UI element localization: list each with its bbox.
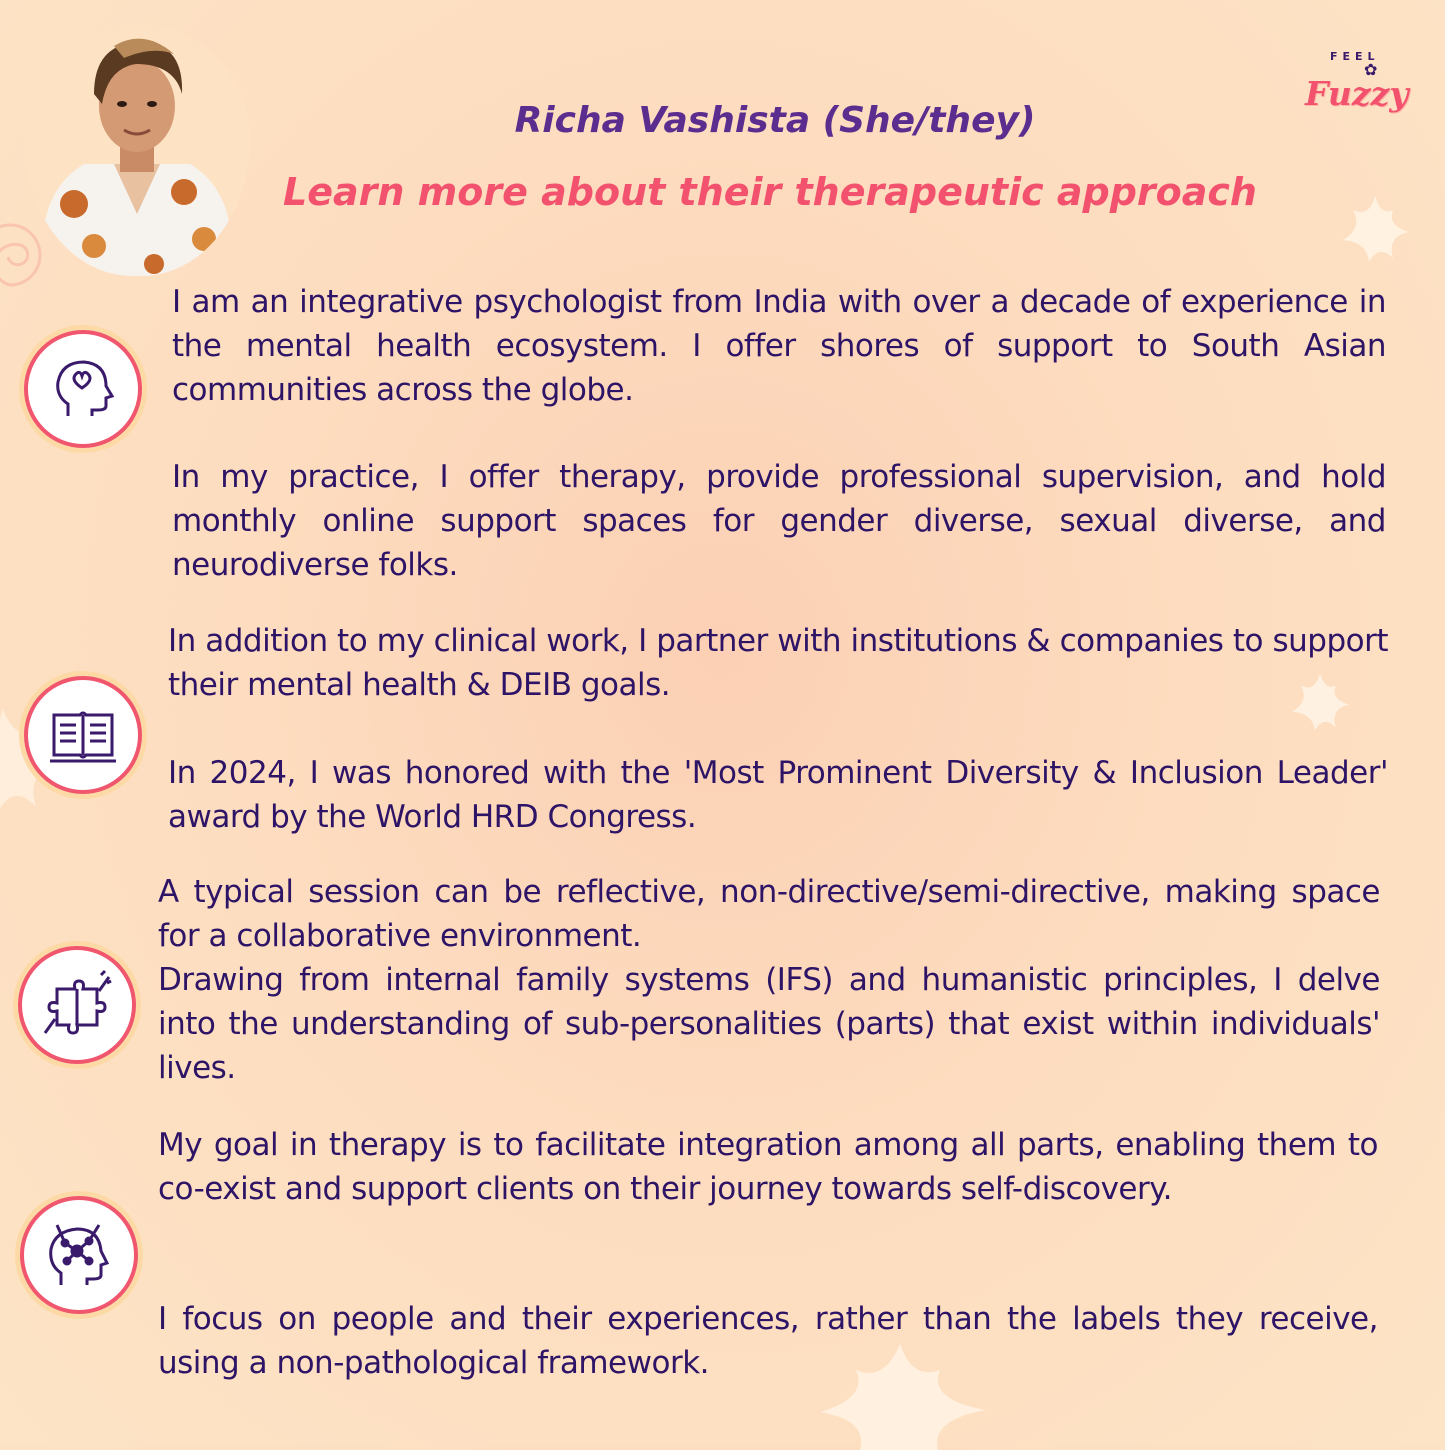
logo-wordmark: Fuzzy [1305, 74, 1409, 113]
section-icon-4 [20, 1196, 138, 1314]
therapist-name: Richa Vashista (She/they) [514, 100, 1036, 141]
section-2-paragraph-2: In 2024, I was honored with the 'Most Prominent Diversity & Inclusion Leader' award by the World HRD Congress. [168, 755, 1388, 835]
star-decoration [1335, 192, 1415, 267]
section-3-paragraph-1: A typical session can be reflective, non-directive/semi-directive, making space for a collaborative environment. [158, 874, 1380, 954]
section-1-paragraph-1: I am an integrative psychologist from India with over a decade of experience in the mental health ecosystem. I offer shores of support to South Asian communities across the globe. [172, 284, 1386, 408]
brand-logo [1300, 44, 1420, 134]
open-book-icon [48, 705, 118, 765]
section-4-paragraph-1: My goal in therapy is to facilitate integration among all parts, enabling them to co-exist and support clients on their journey towards self-discovery. [158, 1127, 1378, 1207]
head-heart-icon [48, 354, 118, 424]
section-icon-2 [24, 676, 142, 794]
section-3-paragraph-2: Drawing from internal family systems (IFS) and humanistic principles, I delve into the understanding of sub-personalities (parts) that exist within individuals' lives. [158, 962, 1380, 1086]
flower-icon: ✿ [1364, 60, 1378, 79]
section-icon-1 [24, 330, 142, 448]
page-subtitle: Learn more about their therapeutic approach [283, 170, 1257, 214]
profile-photo [24, 24, 250, 276]
section-2-paragraph-1: In addition to my clinical work, I partner with institutions & companies to support their mental health & DEIB goals. [168, 623, 1388, 703]
swirl-decoration [0, 205, 50, 305]
section-1-paragraph-2: In my practice, I offer therapy, provide professional supervision, and hold monthly online support spaces for gender diverse, sexual diverse, and neurodiverse folks. [172, 459, 1386, 583]
logo-tagline: FEEL [1330, 50, 1380, 63]
section-icon-3 [18, 946, 136, 1064]
section-4-paragraph-2: I focus on people and their experiences, rather than the labels they receive, using a non-pathological framework. [158, 1301, 1378, 1381]
head-network-icon [43, 1219, 115, 1291]
puzzle-collaboration-icon [41, 969, 113, 1041]
